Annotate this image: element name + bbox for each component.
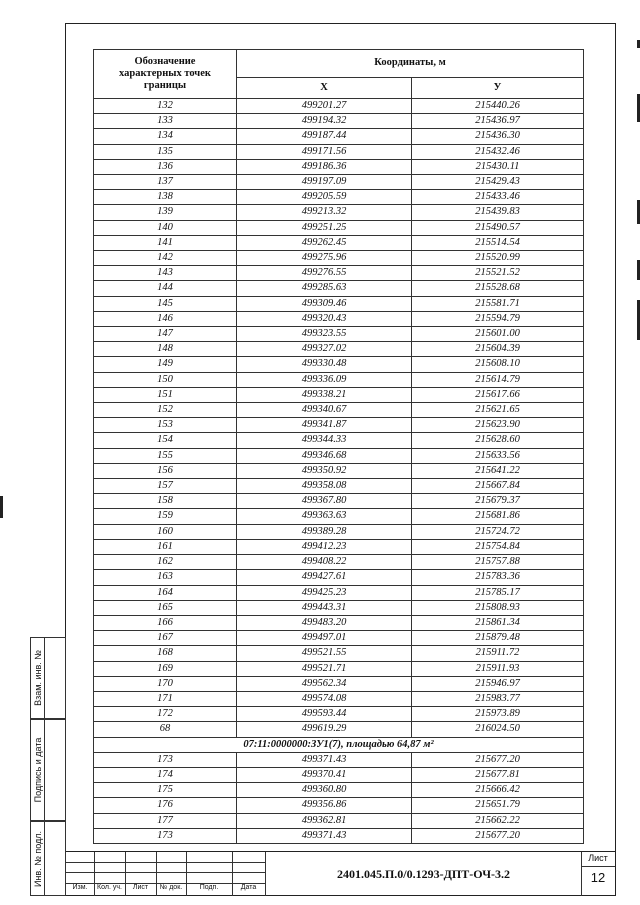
table-row: [94, 372, 584, 387]
table-row: [94, 646, 584, 661]
x-coordinate-cell: 499350.92: [237, 463, 412, 478]
table-row: [94, 767, 584, 782]
x-coordinate-cell: 499562.34: [237, 676, 412, 691]
x-coordinate-cell: 499371.43: [237, 752, 412, 767]
table-row: [94, 707, 584, 722]
table-row: [94, 159, 584, 174]
table-row: [94, 555, 584, 570]
title-block: [66, 851, 615, 896]
point-number-cell: 144: [94, 281, 237, 296]
table-row: [94, 813, 584, 828]
y-coordinate-cell: 215677.20: [412, 828, 584, 843]
point-number-cell: 176: [94, 798, 237, 813]
stamp-header-signature: Подп.: [199, 884, 219, 891]
point-number-cell: 143: [94, 266, 237, 281]
table-row: [94, 479, 584, 494]
table-row: [94, 600, 584, 615]
point-number-cell: 161: [94, 539, 237, 554]
x-coordinate-cell: 499389.28: [237, 524, 412, 539]
stamp-header-change: Изм.: [72, 884, 88, 891]
table-row: [94, 752, 584, 767]
left-edge-mark: [0, 496, 3, 518]
point-number-cell: 139: [94, 205, 237, 220]
point-number-cell: 68: [94, 722, 237, 737]
x-coordinate-cell: 499443.31: [237, 600, 412, 615]
table-row: [94, 205, 584, 220]
point-number-cell: 158: [94, 494, 237, 509]
point-number-cell: 152: [94, 403, 237, 418]
table-row: [94, 342, 584, 357]
y-coordinate-cell: 215490.57: [412, 220, 584, 235]
point-number-cell: 169: [94, 661, 237, 676]
y-coordinate-cell: 215617.66: [412, 387, 584, 402]
y-coordinate-cell: 215594.79: [412, 311, 584, 326]
point-number-cell: 141: [94, 235, 237, 250]
table-row: [94, 418, 584, 433]
table-row: [94, 129, 584, 144]
point-number-cell: 171: [94, 691, 237, 706]
table-row: [94, 691, 584, 706]
point-number-cell: 132: [94, 99, 237, 114]
table-row: [94, 433, 584, 448]
x-coordinate-cell: 499323.55: [237, 327, 412, 342]
table-row: [94, 585, 584, 600]
point-number-cell: 177: [94, 813, 237, 828]
x-coordinate-cell: 499593.44: [237, 707, 412, 722]
y-coordinate-cell: 215754.84: [412, 539, 584, 554]
stamp-header-sheet: Лист: [132, 884, 149, 891]
point-number-cell: 173: [94, 752, 237, 767]
x-coordinate-cell: 499408.22: [237, 555, 412, 570]
table-row: [94, 661, 584, 676]
side-cell-replacement-inv: [30, 637, 66, 719]
x-coordinate-cell: 499171.56: [237, 144, 412, 159]
document-code: 2401.045.П.0/0.1293-ДПТ-ОЧ-3.2: [336, 866, 511, 881]
x-coordinate-cell: 499344.33: [237, 433, 412, 448]
side-label-original-inv: Инв. № подл.: [32, 830, 43, 887]
x-coordinate-cell: 499285.63: [237, 281, 412, 296]
y-coordinate-cell: 215946.97: [412, 676, 584, 691]
x-coordinate-cell: 499262.45: [237, 235, 412, 250]
point-number-cell: 160: [94, 524, 237, 539]
x-coordinate-cell: 499341.87: [237, 418, 412, 433]
side-label-replacement-inv: Взам. инв. №: [32, 650, 43, 706]
y-coordinate-cell: 215439.83: [412, 205, 584, 220]
x-coordinate-cell: 499330.48: [237, 357, 412, 372]
y-coordinate-cell: 215433.46: [412, 190, 584, 205]
y-coordinate-cell: 215911.93: [412, 661, 584, 676]
y-coordinate-cell: 215983.77: [412, 691, 584, 706]
point-number-cell: 157: [94, 479, 237, 494]
stamp-rule-2: [66, 872, 265, 873]
x-coordinate-cell: 499356.86: [237, 798, 412, 813]
table-row: [94, 327, 584, 342]
x-coordinate-cell: 499427.61: [237, 570, 412, 585]
sheet-divider: [581, 866, 615, 867]
point-number-cell: 154: [94, 433, 237, 448]
y-coordinate-cell: 215429.43: [412, 175, 584, 190]
y-coordinate-cell: 215432.46: [412, 144, 584, 159]
point-number-cell: 170: [94, 676, 237, 691]
table-row: [94, 615, 584, 630]
y-coordinate-cell: 215677.81: [412, 767, 584, 782]
x-coordinate-cell: 499194.32: [237, 114, 412, 129]
table-row: [94, 783, 584, 798]
x-coordinate-cell: 499412.23: [237, 539, 412, 554]
y-coordinate-cell: 215724.72: [412, 524, 584, 539]
point-number-cell: 145: [94, 296, 237, 311]
point-number-cell: 134: [94, 129, 237, 144]
table-row: [94, 798, 584, 813]
table-row: [94, 190, 584, 205]
point-number-cell: 163: [94, 570, 237, 585]
table-row: [94, 266, 584, 281]
x-coordinate-cell: 499370.41: [237, 767, 412, 782]
point-number-cell: 166: [94, 615, 237, 630]
header-y: У: [412, 77, 584, 98]
y-coordinate-cell: 215514.54: [412, 235, 584, 250]
x-coordinate-cell: 499187.44: [237, 129, 412, 144]
y-coordinate-cell: 215633.56: [412, 448, 584, 463]
table-row: [94, 676, 584, 691]
point-number-cell: 159: [94, 509, 237, 524]
y-coordinate-cell: 215662.22: [412, 813, 584, 828]
table-row: [94, 509, 584, 524]
stamp-header-date: Дата: [240, 884, 257, 891]
x-coordinate-cell: 499197.09: [237, 175, 412, 190]
point-number-cell: 136: [94, 159, 237, 174]
point-number-cell: 138: [94, 190, 237, 205]
table-row: [94, 220, 584, 235]
x-coordinate-cell: 499213.32: [237, 205, 412, 220]
stamp-header-doc-no: № док.: [159, 884, 183, 891]
y-coordinate-cell: 215808.93: [412, 600, 584, 615]
parcel-caption-group: [94, 737, 584, 752]
coordinates-rows-group-2: [94, 752, 584, 843]
x-coordinate-cell: 499363.63: [237, 509, 412, 524]
table-row: [94, 357, 584, 372]
table-header-row: [94, 50, 584, 78]
table-row: [94, 722, 584, 737]
point-number-cell: 165: [94, 600, 237, 615]
x-coordinate-cell: 499186.36: [237, 159, 412, 174]
table-row: [94, 114, 584, 129]
x-coordinate-cell: 499574.08: [237, 691, 412, 706]
point-number-cell: 133: [94, 114, 237, 129]
point-number-cell: 150: [94, 372, 237, 387]
y-coordinate-cell: 215604.39: [412, 342, 584, 357]
y-coordinate-cell: 215679.37: [412, 494, 584, 509]
point-number-cell: 146: [94, 311, 237, 326]
y-coordinate-cell: 215667.84: [412, 479, 584, 494]
parcel-caption-row: [94, 737, 584, 752]
point-number-cell: 168: [94, 646, 237, 661]
point-number-cell: 172: [94, 707, 237, 722]
stamp-rule-1: [66, 862, 265, 863]
y-coordinate-cell: 215651.79: [412, 798, 584, 813]
point-number-cell: 173: [94, 828, 237, 843]
table-row: [94, 463, 584, 478]
table-row: [94, 311, 584, 326]
sheet-number: 12: [590, 870, 606, 885]
y-coordinate-cell: 215641.22: [412, 463, 584, 478]
y-coordinate-cell: 215879.48: [412, 631, 584, 646]
y-coordinate-cell: 215785.17: [412, 585, 584, 600]
point-number-cell: 167: [94, 631, 237, 646]
table-row: [94, 235, 584, 250]
coordinates-table: [93, 49, 584, 844]
x-coordinate-cell: 499336.09: [237, 372, 412, 387]
point-number-cell: 153: [94, 418, 237, 433]
side-stamp-strip: [30, 637, 66, 896]
table-row: [94, 631, 584, 646]
x-coordinate-cell: 499251.25: [237, 220, 412, 235]
y-coordinate-cell: 215911.72: [412, 646, 584, 661]
side-cell-signature-date: [30, 719, 66, 821]
y-coordinate-cell: 215666.42: [412, 783, 584, 798]
table-row: [94, 99, 584, 114]
x-coordinate-cell: 499205.59: [237, 190, 412, 205]
header-x: X: [237, 77, 412, 98]
y-coordinate-cell: 215614.79: [412, 372, 584, 387]
table-row: [94, 296, 584, 311]
y-coordinate-cell: 215440.26: [412, 99, 584, 114]
y-coordinate-cell: 215430.11: [412, 159, 584, 174]
x-coordinate-cell: 499425.23: [237, 585, 412, 600]
y-coordinate-cell: 215436.30: [412, 129, 584, 144]
x-coordinate-cell: 499309.46: [237, 296, 412, 311]
x-coordinate-cell: 499521.55: [237, 646, 412, 661]
point-number-cell: 148: [94, 342, 237, 357]
x-coordinate-cell: 499201.27: [237, 99, 412, 114]
point-number-cell: 174: [94, 767, 237, 782]
x-coordinate-cell: 499358.08: [237, 479, 412, 494]
point-number-cell: 164: [94, 585, 237, 600]
table-row: [94, 281, 584, 296]
x-coordinate-cell: 499320.43: [237, 311, 412, 326]
x-coordinate-cell: 499276.55: [237, 266, 412, 281]
x-coordinate-cell: 499367.80: [237, 494, 412, 509]
y-coordinate-cell: 215757.88: [412, 555, 584, 570]
y-coordinate-cell: 215783.36: [412, 570, 584, 585]
parcel-caption: 07:11:0000000:ЗУ1(7), площадью 64,87 м²: [94, 737, 584, 752]
y-coordinate-cell: 215608.10: [412, 357, 584, 372]
table-row: [94, 403, 584, 418]
point-number-cell: 149: [94, 357, 237, 372]
point-number-cell: 147: [94, 327, 237, 342]
x-coordinate-cell: 499521.71: [237, 661, 412, 676]
table-row: [94, 251, 584, 266]
point-number-cell: 151: [94, 387, 237, 402]
table-row: [94, 828, 584, 843]
y-coordinate-cell: 216024.50: [412, 722, 584, 737]
coordinates-rows-group-1: [94, 99, 584, 738]
y-coordinate-cell: 215621.65: [412, 403, 584, 418]
point-number-cell: 156: [94, 463, 237, 478]
point-number-cell: 142: [94, 251, 237, 266]
x-coordinate-cell: 499340.67: [237, 403, 412, 418]
x-coordinate-cell: 499360.80: [237, 783, 412, 798]
side-cell-original-inv: [30, 821, 66, 896]
table-row: [94, 448, 584, 463]
x-coordinate-cell: 499497.01: [237, 631, 412, 646]
table-row: [94, 175, 584, 190]
y-coordinate-cell: 215521.52: [412, 266, 584, 281]
x-coordinate-cell: 499338.21: [237, 387, 412, 402]
y-coordinate-cell: 215628.60: [412, 433, 584, 448]
header-coordinates: Координаты, м: [237, 50, 584, 78]
table-row: [94, 570, 584, 585]
y-coordinate-cell: 215601.00: [412, 327, 584, 342]
side-label-signature-date: Подпись и дата: [32, 737, 43, 803]
y-coordinate-cell: 215528.68: [412, 281, 584, 296]
table-row: [94, 494, 584, 509]
point-number-cell: 175: [94, 783, 237, 798]
point-number-cell: 135: [94, 144, 237, 159]
y-coordinate-cell: 215436.97: [412, 114, 584, 129]
x-coordinate-cell: 499371.43: [237, 828, 412, 843]
point-number-cell: 137: [94, 175, 237, 190]
point-number-cell: 162: [94, 555, 237, 570]
x-coordinate-cell: 499327.02: [237, 342, 412, 357]
table-row: [94, 539, 584, 554]
y-coordinate-cell: 215973.89: [412, 707, 584, 722]
sheet-label: Лист: [588, 853, 608, 863]
y-coordinate-cell: 215677.20: [412, 752, 584, 767]
table-row: [94, 144, 584, 159]
y-coordinate-cell: 215681.86: [412, 509, 584, 524]
x-coordinate-cell: 499362.81: [237, 813, 412, 828]
y-coordinate-cell: 215581.71: [412, 296, 584, 311]
x-coordinate-cell: 499619.29: [237, 722, 412, 737]
x-coordinate-cell: 499275.96: [237, 251, 412, 266]
y-coordinate-cell: 215623.90: [412, 418, 584, 433]
x-coordinate-cell: 499483.20: [237, 615, 412, 630]
x-coordinate-cell: 499346.68: [237, 448, 412, 463]
point-number-cell: 155: [94, 448, 237, 463]
y-coordinate-cell: 215861.34: [412, 615, 584, 630]
y-coordinate-cell: 215520.99: [412, 251, 584, 266]
table-row: [94, 387, 584, 402]
stamp-header-count: Кол. уч.: [97, 884, 122, 891]
point-number-cell: 140: [94, 220, 237, 235]
header-point-designation: Обозначение характерных точек границы: [94, 50, 237, 99]
table-row: [94, 524, 584, 539]
